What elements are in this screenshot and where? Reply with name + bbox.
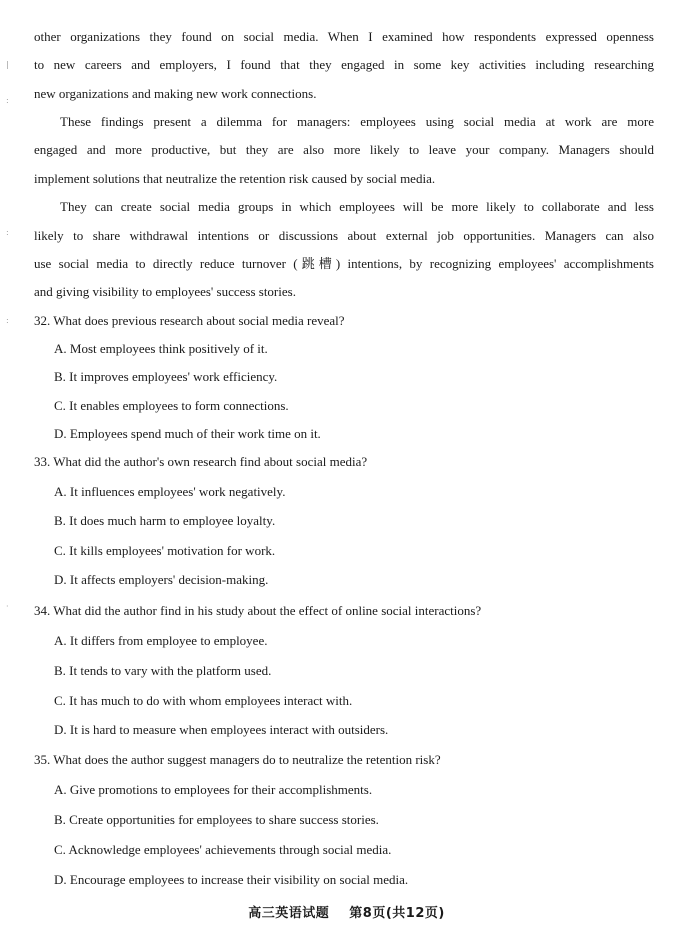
passage-line: to new careers and employers, I found that they engaged in some key activities including researching <box>34 57 654 72</box>
answer-option: C. It has much to do with whom employees interact with. <box>54 693 353 708</box>
answer-option: D. It affects employers' decision-making. <box>54 572 269 587</box>
passage-line: implement solutions that neutralize the retention risk caused by social media. <box>34 171 436 186</box>
passage-line: use social media to directly reduce turnover (跳槽) intentions, by recognizing employees' accomplishments <box>34 256 654 271</box>
answer-option: A. It influences employees' work negatively. <box>54 484 286 499</box>
passage-line: These findings present a dilemma for managers: employees using social media at work are more <box>60 114 654 129</box>
page-footer: 高三英语试题 第8页(共12页) <box>248 906 445 921</box>
passage-line: other organizations they found on social media. When I examined how respondents expressed openness <box>34 29 654 44</box>
answer-option: B. It does much harm to employee loyalty. <box>54 513 276 528</box>
question-stem: 33. What did the author's own research find about social media? <box>34 454 368 469</box>
margin-mark: : <box>6 316 9 325</box>
answer-option: A. Give promotions to employees for their accomplishments. <box>54 782 373 797</box>
answer-option: C. Acknowledge employees' achievements through social media. <box>54 842 392 857</box>
margin-mark: : <box>6 228 9 237</box>
answer-option: B. Create opportunities for employees to share success stories. <box>54 812 379 827</box>
question-stem: 32. What does previous research about social media reveal? <box>34 313 345 328</box>
answer-option: C. It kills employees' motivation for work. <box>54 543 276 558</box>
answer-option: D. Employees spend much of their work time on it. <box>54 426 321 441</box>
margin-mark: : <box>6 96 9 105</box>
answer-option: D. Encourage employees to increase their visibility on social media. <box>54 872 409 887</box>
question-stem: 34. What did the author find in his study about the effect of online social interactions? <box>34 603 482 618</box>
margin-mark: | <box>6 60 9 69</box>
answer-option: B. It tends to vary with the platform used. <box>54 663 272 678</box>
answer-option: C. It enables employees to form connections. <box>54 398 289 413</box>
answer-option: D. It is hard to measure when employees interact with outsiders. <box>54 722 389 737</box>
passage-line: They can create social media groups in which employees will be more likely to collaborate and less <box>60 199 654 214</box>
passage-line: engaged and more productive, but they are also more likely to leave your company. Managers should <box>34 142 654 157</box>
answer-option: B. It improves employees' work efficiency. <box>54 369 278 384</box>
answer-option: A. Most employees think positively of it. <box>54 341 268 356</box>
passage-line: new organizations and making new work connections. <box>34 86 317 101</box>
question-stem: 35. What does the author suggest managers do to neutralize the retention risk? <box>34 752 441 767</box>
margin-mark: · <box>6 602 9 611</box>
passage-line: and giving visibility to employees' success stories. <box>34 284 296 299</box>
answer-option: A. It differs from employee to employee. <box>54 633 268 648</box>
passage-line: likely to share withdrawal intentions or discussions about external job opportunities. Managers can also <box>34 228 654 243</box>
